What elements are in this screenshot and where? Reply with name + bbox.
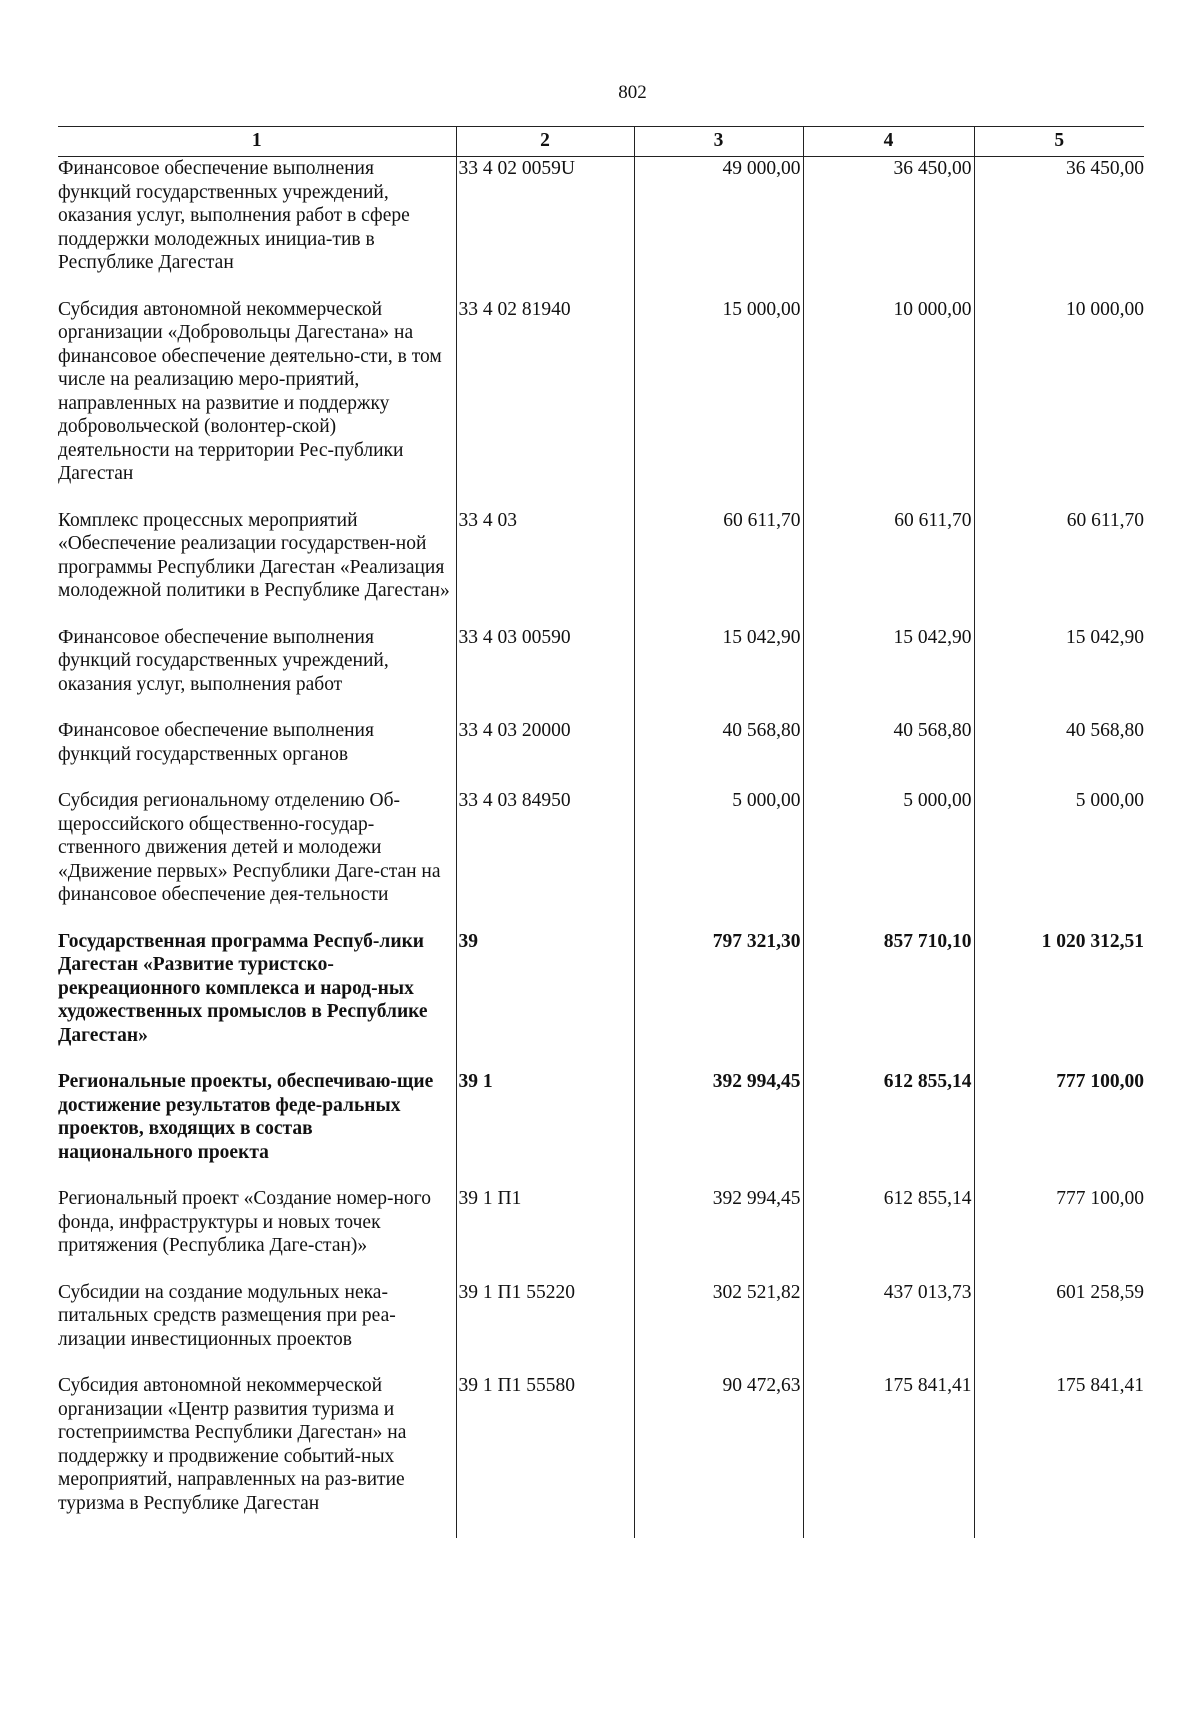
row-name: Государственная программа Респуб-лики Дагестан «Развитие туристско-рекреационного комплекса и народ-ных художественных промыслов в Республике Дагестан» bbox=[58, 930, 456, 1071]
row-name: Финансовое обеспечение выполнения функций государственных органов bbox=[58, 719, 456, 789]
row-value-col5: 5 000,00 bbox=[974, 789, 1144, 930]
row-value-col5: 1 020 312,51 bbox=[974, 930, 1144, 1071]
row-value-col3: 60 611,70 bbox=[634, 509, 803, 626]
row-value-col4: 15 042,90 bbox=[803, 626, 974, 720]
row-code: 39 1 П1 bbox=[456, 1187, 634, 1281]
row-value-col3: 392 994,45 bbox=[634, 1187, 803, 1281]
row-name: Финансовое обеспечение выполнения функций государственных учреждений, оказания услуг, выполнения работ в сфере поддержки молодежных инициа-тив в Республике Дагестан bbox=[58, 157, 456, 298]
table-header-row bbox=[58, 127, 1144, 157]
row-value-col5: 777 100,00 bbox=[974, 1070, 1144, 1187]
row-value-col5: 15 042,90 bbox=[974, 626, 1144, 720]
row-code: 33 4 02 0059U bbox=[456, 157, 634, 298]
row-value-col3: 40 568,80 bbox=[634, 719, 803, 789]
column-header-4: 4 bbox=[803, 127, 974, 157]
row-code: 33 4 03 20000 bbox=[456, 719, 634, 789]
row-value-col4: 40 568,80 bbox=[803, 719, 974, 789]
row-name: Региональный проект «Создание номер-ного фонда, инфраструктуры и новых точек притяжения (Республика Даге-стан)» bbox=[58, 1187, 456, 1281]
row-value-col4: 5 000,00 bbox=[803, 789, 974, 930]
row-value-col4: 36 450,00 bbox=[803, 157, 974, 298]
row-value-col5: 40 568,80 bbox=[974, 719, 1144, 789]
row-value-col5: 60 611,70 bbox=[974, 509, 1144, 626]
row-value-col3: 797 321,30 bbox=[634, 930, 803, 1071]
row-value-col5: 175 841,41 bbox=[974, 1374, 1144, 1538]
row-value-col3: 302 521,82 bbox=[634, 1281, 803, 1375]
row-code: 39 1 bbox=[456, 1070, 634, 1187]
table-row-program bbox=[58, 930, 1144, 1071]
column-header-2: 2 bbox=[456, 127, 634, 157]
row-name: Субсидия автономной некоммерческой организации «Центр развития туризма и гостеприимства Республики Дагестан» на поддержку и продвижение событий-ных мероприятий, направленных на раз-витие туризма в Республике Дагестан bbox=[58, 1374, 456, 1538]
table-row-section bbox=[58, 1070, 1144, 1187]
row-value-col3: 90 472,63 bbox=[634, 1374, 803, 1538]
row-value-col4: 437 013,73 bbox=[803, 1281, 974, 1375]
row-value-col5: 36 450,00 bbox=[974, 157, 1144, 298]
row-value-col4: 175 841,41 bbox=[803, 1374, 974, 1538]
row-value-col4: 857 710,10 bbox=[803, 930, 974, 1071]
row-value-col3: 49 000,00 bbox=[634, 157, 803, 298]
row-value-col3: 392 994,45 bbox=[634, 1070, 803, 1187]
row-name: Субсидия автономной некоммерческой организации «Добровольцы Дагестана» на финансовое обеспечение деятельно-сти, в том числе на реализацию меро-приятий, направленных на развитие и поддержку добровольческой (волонтер-ской) деятельности на территории Рес-публики Дагестан bbox=[58, 298, 456, 509]
row-name: Комплекс процессных мероприятий «Обеспечение реализации государствен-ной программы Республики Дагестан «Реализация молодежной политики в Республике Дагестан» bbox=[58, 509, 456, 626]
table-row bbox=[58, 157, 1144, 298]
row-value-col5: 10 000,00 bbox=[974, 298, 1144, 509]
column-header-3: 3 bbox=[634, 127, 803, 157]
row-name: Финансовое обеспечение выполнения функций государственных учреждений, оказания услуг, выполнения работ bbox=[58, 626, 456, 720]
row-value-col4: 612 855,14 bbox=[803, 1187, 974, 1281]
table-row bbox=[58, 1374, 1144, 1538]
row-value-col5: 777 100,00 bbox=[974, 1187, 1144, 1281]
table-row bbox=[58, 1187, 1144, 1281]
row-code: 33 4 03 00590 bbox=[456, 626, 634, 720]
row-value-col4: 60 611,70 bbox=[803, 509, 974, 626]
table-row bbox=[58, 509, 1144, 626]
table-row bbox=[58, 298, 1144, 509]
row-value-col3: 15 000,00 bbox=[634, 298, 803, 509]
column-header-1: 1 bbox=[58, 127, 456, 157]
row-code: 39 1 П1 55580 bbox=[456, 1374, 634, 1538]
budget-table bbox=[58, 126, 1144, 1538]
row-code: 33 4 03 bbox=[456, 509, 634, 626]
row-value-col4: 612 855,14 bbox=[803, 1070, 974, 1187]
page-number: 802 bbox=[618, 82, 647, 103]
column-header-5: 5 bbox=[974, 127, 1144, 157]
row-name: Субсидия региональному отделению Об-щероссийского общественно-государ-ственного движения детей и молодежи «Движение первых» Республики Даге-стан на финансовое обеспечение дея-тельности bbox=[58, 789, 456, 930]
row-code: 33 4 03 84950 bbox=[456, 789, 634, 930]
row-name: Региональные проекты, обеспечиваю-щие достижение результатов феде-ральных проектов, входящих в состав национального проекта bbox=[58, 1070, 456, 1187]
row-code: 33 4 02 81940 bbox=[456, 298, 634, 509]
row-value-col4: 10 000,00 bbox=[803, 298, 974, 509]
row-value-col3: 5 000,00 bbox=[634, 789, 803, 930]
row-name: Субсидии на создание модульных нека-питальных средств размещения при реа-лизации инвестиционных проектов bbox=[58, 1281, 456, 1375]
table-row bbox=[58, 789, 1144, 930]
table-row bbox=[58, 719, 1144, 789]
row-value-col3: 15 042,90 bbox=[634, 626, 803, 720]
row-value-col5: 601 258,59 bbox=[974, 1281, 1144, 1375]
table-row bbox=[58, 626, 1144, 720]
row-code: 39 bbox=[456, 930, 634, 1071]
row-code: 39 1 П1 55220 bbox=[456, 1281, 634, 1375]
table-row bbox=[58, 1281, 1144, 1375]
